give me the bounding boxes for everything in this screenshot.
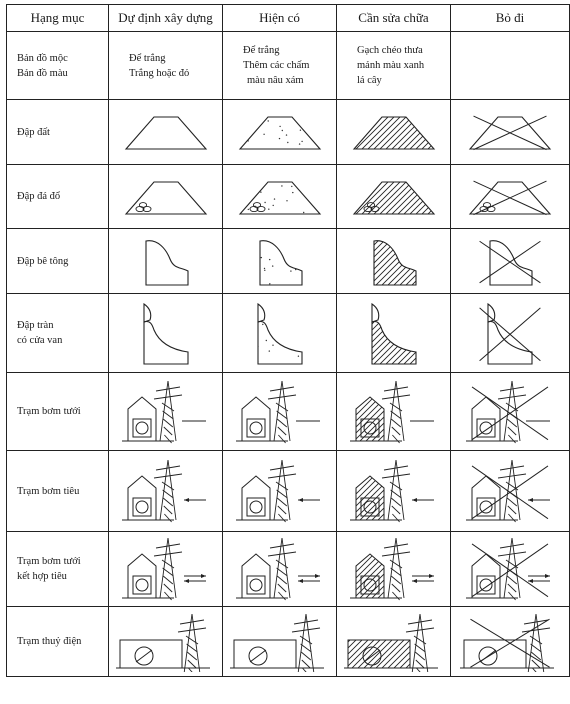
item-label: Trạm bơm tiêu	[17, 485, 80, 497]
notes-label-line: Bản đồ mộc	[17, 52, 68, 64]
combined-pump-station-repair-symbol	[337, 532, 451, 607]
concrete-dam-planned-symbol	[109, 229, 223, 294]
item-label: Đập đá đổ	[17, 191, 61, 202]
symbol-row	[7, 373, 570, 451]
rockfill-dam-existing-symbol	[223, 165, 337, 229]
symbol-row	[7, 165, 570, 229]
notes-label-line: Bản đồ màu	[17, 67, 68, 79]
notes-existing-line: Thêm các chấm	[243, 60, 310, 71]
notes-planned-line: Để trắng	[129, 52, 166, 64]
earth-dam-repair-symbol	[337, 100, 451, 165]
notes-existing-cell	[223, 32, 337, 100]
item-label: Trạm bơm tưới	[17, 556, 81, 567]
symbol-row	[7, 451, 570, 532]
item-label-cell	[7, 532, 109, 607]
irrigation-pump-station-planned-symbol	[109, 373, 223, 451]
hydropower-station-repair-symbol	[337, 607, 451, 677]
notes-repair-cell	[337, 32, 451, 100]
item-label: Trạm thuỷ điện	[17, 636, 82, 647]
irrigation-pump-station-remove-symbol	[451, 373, 570, 451]
header-remove: Bỏ đi	[451, 5, 570, 32]
combined-pump-station-remove-symbol	[451, 532, 570, 607]
concrete-dam-existing-symbol	[223, 229, 337, 294]
drainage-pump-station-planned-symbol	[109, 451, 223, 532]
item-label: kết hợp tiêu	[17, 571, 67, 582]
symbol-row	[7, 294, 570, 373]
gated-spillway-repair-symbol	[337, 294, 451, 373]
rockfill-dam-planned-symbol	[109, 165, 223, 229]
header-existing: Hiện có	[223, 5, 337, 32]
irrigation-pump-station-existing-symbol	[223, 373, 337, 451]
item-label: Đập bê tông	[17, 255, 69, 267]
hydropower-station-planned-symbol	[109, 607, 223, 677]
notes-existing-line: Để trắng	[243, 45, 280, 56]
notes-remove-cell	[451, 32, 570, 100]
header-item: Hạng mục	[7, 5, 109, 32]
symbol-legend-table	[6, 4, 570, 677]
item-label: Trạm bơm tưới	[17, 406, 81, 417]
notes-planned-cell	[109, 32, 223, 100]
drainage-pump-station-existing-symbol	[223, 451, 337, 532]
item-label-cell	[7, 373, 109, 451]
item-label-cell	[7, 294, 109, 373]
item-label: Đập tràn	[17, 320, 54, 331]
item-label-cell	[7, 165, 109, 229]
combined-pump-station-existing-symbol	[223, 532, 337, 607]
notes-planned-line: Trắng hoặc đỏ	[129, 67, 190, 79]
item-label-cell	[7, 607, 109, 677]
notes-repair-line: Gạch chéo thưa	[357, 45, 423, 56]
notes-repair-line: mảnh màu xanh	[357, 60, 425, 71]
concrete-dam-remove-symbol	[451, 229, 570, 294]
earth-dam-existing-symbol	[223, 100, 337, 165]
gated-spillway-remove-symbol	[451, 294, 570, 373]
earth-dam-remove-symbol	[451, 100, 570, 165]
notes-row	[7, 32, 570, 100]
symbol-row	[7, 607, 570, 677]
symbol-row	[7, 532, 570, 607]
symbol-row	[7, 100, 570, 165]
item-label-cell	[7, 229, 109, 294]
header-repair: Cần sửa chữa	[337, 5, 451, 32]
irrigation-pump-station-repair-symbol	[337, 373, 451, 451]
header-planned: Dự định xây dựng	[109, 5, 223, 32]
drainage-pump-station-repair-symbol	[337, 451, 451, 532]
symbol-row	[7, 229, 570, 294]
item-label: Đập đất	[17, 126, 50, 138]
item-label: có cửa van	[17, 335, 63, 346]
gated-spillway-existing-symbol	[223, 294, 337, 373]
concrete-dam-repair-symbol	[337, 229, 451, 294]
rockfill-dam-repair-symbol	[337, 165, 451, 229]
item-label-cell	[7, 451, 109, 532]
item-label-cell	[7, 100, 109, 165]
notes-repair-line: lá cây	[357, 75, 382, 86]
hydropower-station-remove-symbol	[451, 607, 570, 677]
combined-pump-station-planned-symbol	[109, 532, 223, 607]
rockfill-dam-remove-symbol	[451, 165, 570, 229]
hydropower-station-existing-symbol	[223, 607, 337, 677]
header-row	[7, 5, 570, 32]
gated-spillway-planned-symbol	[109, 294, 223, 373]
notes-existing-line: màu nâu xám	[247, 75, 304, 86]
drainage-pump-station-remove-symbol	[451, 451, 570, 532]
earth-dam-planned-symbol	[109, 100, 223, 165]
notes-label-cell	[7, 32, 109, 100]
